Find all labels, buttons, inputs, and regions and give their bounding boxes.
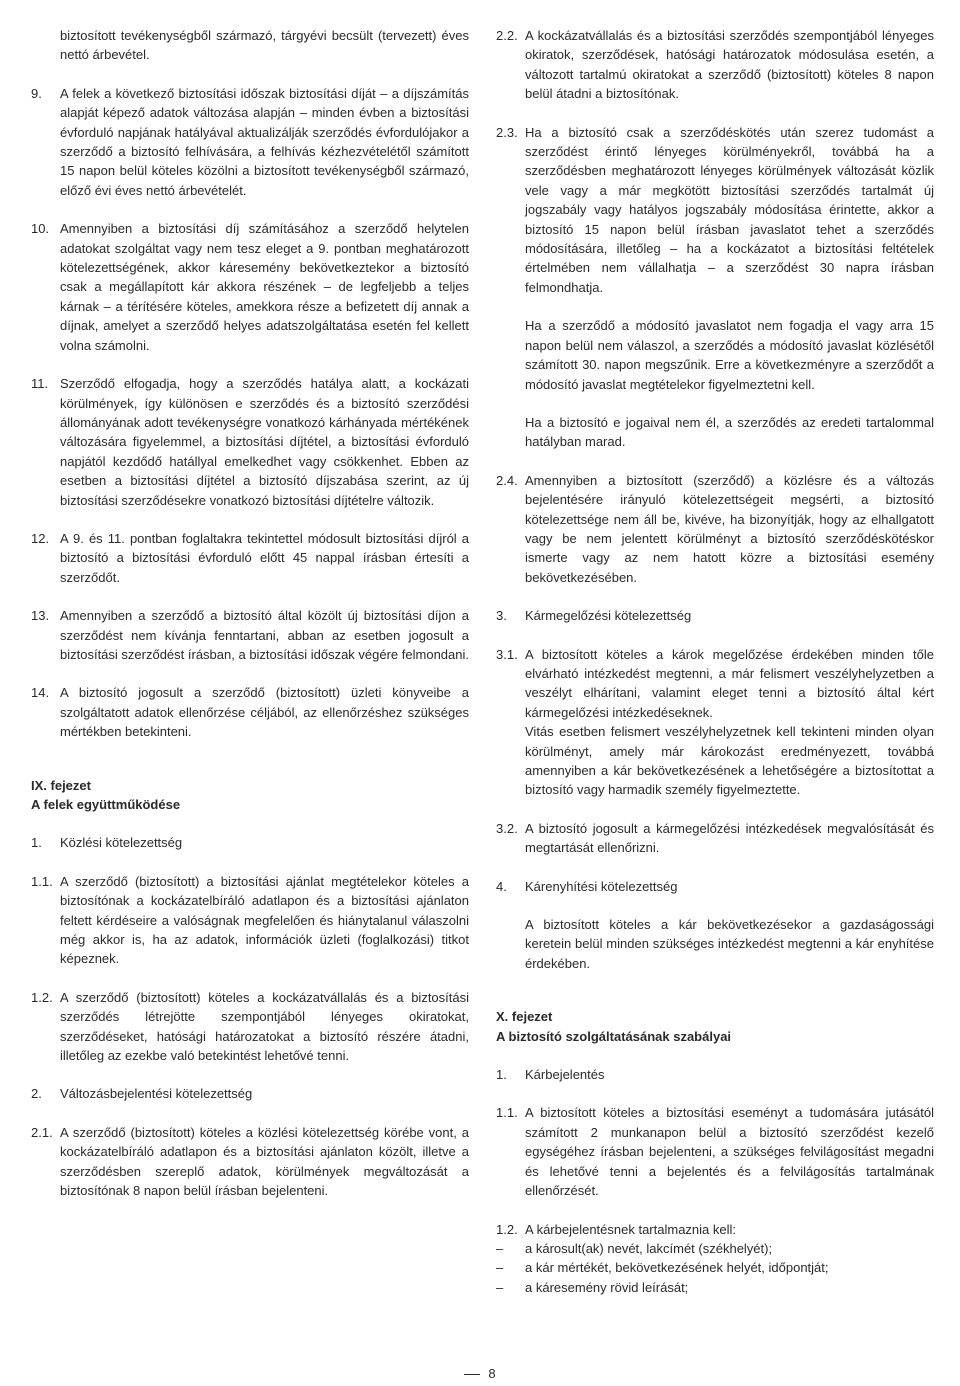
subsection [496,819,934,858]
section-title: Kárenyhítési kötelezettség [525,878,678,894]
item-number: 12. [31,530,50,546]
section-title: Közlési kötelezettség [60,835,183,851]
subsection-number: 1.2. [31,989,53,1005]
subsection-text: A szerződő (biztosított) a biztosítási ajánlat megtételekor köteles a biztosítónak a kockázatelbíráló adatlapon és a biztosítási ajánlaton feltett kérdéseire a valóságnak megfelelően és hiánytalanul válaszolni még akkor is, ha az adatok, információk üzleti (foglalkozási) titkot képeznek. [60,873,469,967]
right-column [496,26,934,1297]
chapter-heading [31,776,469,815]
page-number: 8 [488,1366,496,1381]
subsection-text: A biztosított köteles a károk megelőzése érdekében minden tőle elvárható intézkedést megtenni, a már felismert veszélyhelyzetben a veszélyt elhárítani, valamint eleget tenni a biztosító által kért kármegelőzési intézkedéseknek. [525,646,934,720]
section-number: 1. [31,835,42,851]
subsection-text: Ha a biztosító csak a szerződéskötés után szerez tudomást a szerződést érintő lényeges körülményekről, továbbá ha a szerződésben meghatározott lényeges körülmények változását közlik vele vagy a már megkötött biztosítási szerződés tartalmát új jogszabály vagy hatályos jogszabály módosítása érintette, akkor a biztosító 15 napon belül írásban javaslatot tehet a szerződés módosítására, illetőleg – ha a kockázatot a biztosítási feltételek értelmében nem vállalhatja – a szerződést 30 napra írásban felmondhatja. [525,124,934,295]
subsection [31,988,469,1066]
list-item [496,1239,934,1258]
subsection [496,471,934,587]
item-number: 10. [31,221,50,237]
subsection [496,26,934,104]
paragraph: A biztosított köteles a kár bekövetkezésekor a gazdaságossági keretein belül minden szükséges intézkedést megtenni a kár enyhítése érdekében. [525,917,934,971]
item-number: 11. [31,376,49,392]
subsection-number: 2.2. [496,28,518,43]
subsection-number: 1.1. [31,873,53,889]
chapter-title: A biztosító szolgáltatásának szabályai [496,1028,732,1044]
subsection [496,645,934,723]
list-item [31,374,469,510]
section-heading [496,877,934,896]
list-item [31,683,469,741]
paragraph: Vitás esetben felismert veszélyhelyzetnek kell tekinteni minden olyan körülményt, amely már károkozást eredményezett, továbbá amennyiben a kár bekövetkezésének a lehetőségére a biztosítottat a biztosító vagy harmadik személy figyelmeztette. [525,724,934,798]
dash-marker: – [496,1260,504,1276]
section-title: Kármegelőzési kötelezettség [525,608,692,624]
chapter-number: X. fejezet [496,1009,553,1025]
item-text: Szerződő elfogadja, hogy a szerződés hatálya alatt, a kockázati körülmények, így különösen e szerződés és a biztosító szerződési állományának adott tevékenységre vonatkozó kárhányada mértékének változására figyelemmel, a biztosítási díjtétel, a biztosítási évforduló napjától kezdődő hatállyal emelkedhet vagy csökkenhet. Ebben az esetben a biztosítási díjtétel a biztosító díjszabása szerint, az új biztosítási szerződésekre vonatkozó biztosítási díjtételre változik. [60,376,469,508]
subsection-text: A kockázatvállalás és a biztosítási szerződés szempontjából lényeges okiratok, szerződések, hatósági határozatok módosulása esetén, a változott tartalmú okiratokat a szerződő (biztosított) köteles 8 napon belül átadni a biztosítónak. [525,28,934,102]
paragraph: Ha a szerződő a módosító javaslatot nem fogadja el vagy arra 15 napon belül nem válaszol, a szerződés a módosító javaslat közlésétől számított 30. napon megszűnik. Erre a következményre a szerződőt a módosító javaslat megtételekor figyelmeztetni kell. [525,318,934,392]
subsection [31,1123,469,1201]
section-title: Kárbejelentés [525,1067,605,1083]
subsection-number: 2.1. [31,1124,53,1140]
item-number: 14. [31,685,50,701]
section-number: 3. [496,608,507,624]
page-footer [0,1366,960,1381]
paragraph: Ha a biztosító e jogaival nem él, a szerződés az eredeti tartalommal hatályban marad. [525,414,934,450]
section-number: 2. [31,1086,42,1102]
intro-paragraph: biztosított tevékenységből származó, tárgyévi becsült (tervezett) éves nettó árbevétel. [60,28,469,63]
section-heading [31,1084,469,1103]
list-item [31,84,469,200]
item-text: Amennyiben a szerződő a biztosító által közölt új biztosítási díjon a szerződést nem kívánja fenntartani, abban az esetben jogosult a biztosítási szerződést írásban, a biztosítási időszak végére felmondani. [60,608,469,662]
item-number: 9. [31,85,42,101]
subsection-number: 3.2. [496,820,518,836]
section-number: 4. [496,878,507,894]
list-item [496,1278,934,1297]
subsection-number: 1.2. [496,1221,518,1237]
list-item [31,606,469,664]
item-text: A biztosító jogosult a szerződő (biztosított) üzleti könyveibe a szolgáltatott adatok ellenőrzése céljából, az ellenőrzéshez szükséges mértékben betekinteni. [60,685,469,740]
left-column [31,26,469,1220]
section-heading [496,606,934,625]
subsection [496,1220,934,1239]
item-number: 13. [31,608,50,624]
section-title: Változásbejelentési kötelezettség [60,1086,253,1102]
list-item-text: a káresemény rövid leírását; [525,1279,689,1295]
subsection-text: Amennyiben a biztosított (szerződő) a közlésre és a változás bejelentésére irányuló kötelezettségeit megsérti, a biztosító kötelezettsége nem áll be, kivéve, ha bizonyítják, hogy az elhallgatott vagy be nem jelentett körülményt a biztosító szerződéskötéskor ismerte vagy az nem hatott közre a biztosítási esemény bekövetkezésében. [525,472,934,585]
subsection-text: A kárbejelentésnek tartalmaznia kell: [525,1221,737,1237]
section-heading [31,833,469,852]
subsection [496,123,934,298]
list-item [31,529,469,587]
subsection-number: 3.1. [496,646,518,662]
chapter-title: A felek együttműködése [31,797,181,812]
subsection-text: A biztosító jogosult a kármegelőzési intézkedések megvalósítását és megtartását ellenőrizni. [525,820,934,856]
subsection [31,872,469,969]
chapter-heading [496,1007,934,1046]
subsection-text: A biztosított köteles a biztosítási eseményt a tudomására jutásától számított 2 munkanapon belül a biztosító szerződést kezelő egységéhez írásban bejelenteni, a szükséges felvilágosítást megadni és lehetővé tenni a bejelentés és a felvilágosítás tartalmának ellenőrzését. [525,1105,934,1199]
dash-marker: – [496,1279,504,1295]
subsection-number: 2.4. [496,472,518,488]
list-item [31,219,469,355]
list-item-text: a károsult(ak) nevét, lakcímét (székhelyét); [525,1240,773,1256]
subsection-text: A szerződő (biztosított) köteles a kockázatvállalás és a biztosítási szerződés létrejötte szempontjából lényeges okiratokat, szerződéseket, hatósági határozatokat a biztosító részére átadni, illetőleg az ezekbe való betekintést lehetővé tenni. [60,989,469,1064]
subsection-number: 1.1. [496,1105,518,1121]
list-item [496,1258,934,1277]
subsection [496,1103,934,1200]
section-heading [496,1065,934,1084]
item-text: A felek a következő biztosítási időszak biztosítási díját – a díjszámítás alapját képező adatok változása alapján – minden évben a biztosítási évforduló napjának hatályával aktualizálják szerződés évfordulójakor a szerződő a biztosító felhívására, a felhívás kézhezvételétől számított 15 napon belül köteles közölni a biztosított tevékenységből származó, előző évi éves nettó árbevételét. [60,85,469,198]
chapter-number: IX. fejezet [31,777,91,793]
item-text: A 9. és 11. pontban foglaltakra tekintettel módosult biztosítási díjról a biztosító a biztosítási évforduló előtt 45 nappal írásban értesíti a szerződőt. [60,530,469,585]
dash-list [496,1239,934,1297]
page-number-dash [464,1374,480,1375]
section-number: 1. [496,1067,507,1083]
list-item-text: a kár mértékét, bekövetkezésének helyét, időpontját; [525,1260,829,1276]
dash-marker: – [496,1240,504,1256]
subsection-number: 2.3. [496,124,518,140]
subsection-text: A szerződő (biztosított) köteles a közlési kötelezettség körébe vont, a kockázatelbíráló adatlapon és a biztosítási ajánlaton közölt, illetve a szerződésben szereplő adatok, körülmények megváltozását a biztosítónak 8 napon belül írásban bejelenteni. [60,1124,469,1199]
item-text: Amennyiben a biztosítási díj számításához a szerződő helytelen adatokat szolgáltat vagy nem tesz eleget a 9. pontban meghatározott kötelezettségének, akkor káresemény bekövetkeztekor a biztosító csak a megállapított kár akkora részének – de legfeljebb a teljes kárnak – a térítésére köteles, amekkora része a befizetett díj annak a díjnak, amelyet a szerződő helyes adatszolgáltatása esetén fel kellett volna számolni. [60,221,469,353]
